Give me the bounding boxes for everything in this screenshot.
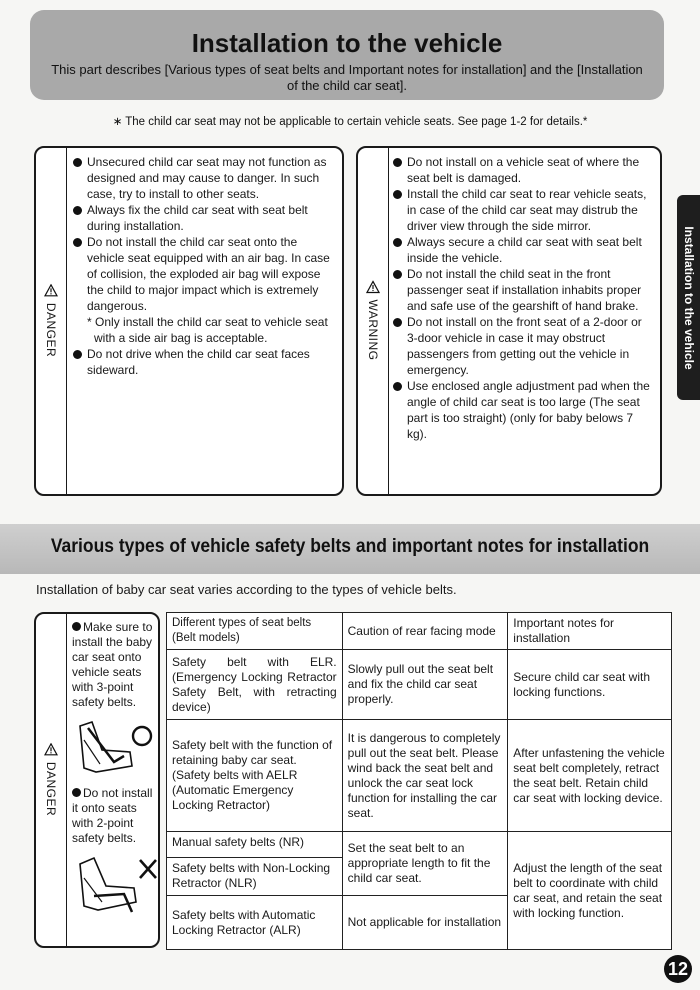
header-notes: Important notes for installation bbox=[508, 613, 672, 650]
applicability-note: ∗ The child car seat may not be applicable to certain vehicle seats. See page 1-2 for details.* bbox=[112, 116, 588, 128]
caution-cell: Slowly pull out the seat belt and fix the child car seat properly. bbox=[342, 650, 508, 720]
table-row bbox=[167, 650, 672, 720]
danger2-label: DANGER bbox=[44, 761, 58, 817]
section-intro: Installation of baby car seat varies according to the types of vehicle belts. bbox=[36, 582, 457, 597]
caution-cell: Not applicable for installation bbox=[342, 896, 508, 950]
warning-item: Use enclosed angle adjustment pad when the angle of child car seat is too large (The seat part is too straight) (only for baby belows 7 kg). bbox=[392, 378, 654, 442]
table-row bbox=[167, 832, 672, 858]
warning-item: Do not install the child seat in the front passenger seat if installation inhabits proper and safe use of the gearshift of hand brake. bbox=[392, 266, 654, 314]
danger-label: DANGER bbox=[44, 302, 58, 358]
warning-content bbox=[392, 154, 654, 442]
side-tab-label: Installation to the vehicle bbox=[681, 225, 696, 370]
header-caution: Caution of rear facing mode bbox=[342, 613, 508, 650]
danger-item: Do not drive when the child car seat faces sideward. bbox=[72, 346, 336, 378]
header-banner bbox=[30, 10, 664, 100]
notes-cell: Secure child car seat with locking functions. bbox=[508, 650, 672, 720]
section-title: Various types of vehicle safety belts and important notes for installation bbox=[50, 536, 650, 557]
warning-label-column bbox=[358, 148, 389, 494]
belt-type-cell: Manual safety belts (NR) bbox=[167, 832, 343, 858]
page-number: 12 bbox=[664, 955, 692, 983]
section-banner bbox=[0, 524, 700, 574]
danger2-content bbox=[72, 620, 154, 918]
caution-cell: It is dangerous to completely pull out the seat belt. Please wind back the seat belt and unlock the car seat lock function for installing the car seat. bbox=[342, 720, 508, 832]
seat-belt-table bbox=[166, 612, 672, 950]
warning-triangle-icon bbox=[366, 280, 380, 296]
warning-triangle-icon bbox=[44, 284, 58, 300]
belt-type-cell: Safety belt with the function of retaining baby car seat. (Safety belts with AELR (Automatic Emergency Locking Retractor) bbox=[167, 720, 343, 832]
danger-label-column bbox=[36, 148, 67, 494]
danger2-item-3point: Make sure to install the baby car seat onto vehicle seats with 3-point safety belts. bbox=[72, 620, 153, 709]
notes-cell: After unfastening the vehicle seat belt completely, retract the seat belt. Retain child car seat with locking device. bbox=[508, 720, 672, 832]
table-row bbox=[167, 720, 672, 832]
warning-item: Do not install on a vehicle seat of where the seat belt is damaged. bbox=[392, 154, 654, 186]
warning-box bbox=[356, 146, 662, 496]
warning-item: Do not install on the front seat of a 2-door or 3-door vehicle in case it may obstruct passengers from getting out the vehicle in emergency. bbox=[392, 314, 654, 378]
page-title: Installation to the vehicle bbox=[191, 28, 503, 58]
notes-cell: Adjust the length of the seat belt to coordinate with child car seat, and retain the seat with locking function. bbox=[508, 832, 672, 950]
danger-item: Unsecured child car seat may not function as designed and may cause to danger. In such case, try to install to other seats. bbox=[72, 154, 336, 202]
danger-content bbox=[72, 154, 336, 378]
danger2-label-column bbox=[36, 614, 67, 946]
seat-3point-belt-ok-icon bbox=[74, 716, 156, 782]
header-belt-type: Different types of seat belts (Belt models) bbox=[167, 613, 343, 650]
warning-triangle-icon bbox=[44, 743, 58, 759]
warning-item: Install the child car seat to rear vehicle seats, in case of the child car seat may distrub the driver view through the side mirror. bbox=[392, 186, 654, 234]
caution-cell: Set the seat belt to an appropriate length to fit the child car seat. bbox=[342, 832, 508, 896]
table-header-row bbox=[167, 613, 672, 650]
belt-type-cell: Safety belts with Automatic Locking Retractor (ALR) bbox=[167, 896, 343, 950]
danger-item: Do not install the child car seat onto the vehicle seat equipped with an air bag. In case of collision, the exploded air bag will expose the child to major impact which is extremely dangerous. bbox=[72, 234, 336, 314]
warning-item: Always secure a child car seat with seat belt inside the vehicle. bbox=[392, 234, 654, 266]
side-tab bbox=[677, 195, 700, 400]
warning-label: WARNING bbox=[366, 299, 380, 361]
danger-subnote: * Only install the child car seat to vehicle seat with a side air bag is acceptable. bbox=[72, 314, 336, 346]
header-description: This part describes [Various types of seat belts and Important notes for installation] and the [Installation of the child car seat]. bbox=[51, 62, 643, 93]
danger-box-2 bbox=[34, 612, 160, 948]
belt-type-cell: Safety belts with Non-Locking Retractor (NLR) bbox=[167, 858, 343, 896]
seat-2point-belt-no-icon bbox=[74, 852, 160, 918]
danger-item: Always fix the child car seat with seat belt during installation. bbox=[72, 202, 336, 234]
danger-box bbox=[34, 146, 344, 496]
danger2-item-2point: Do not install it onto seats with 2-point safety belts. bbox=[72, 786, 153, 845]
belt-type-cell: Safety belt with ELR. (Emergency Locking Retractor Safety Belt, with retracting device) bbox=[167, 650, 343, 720]
